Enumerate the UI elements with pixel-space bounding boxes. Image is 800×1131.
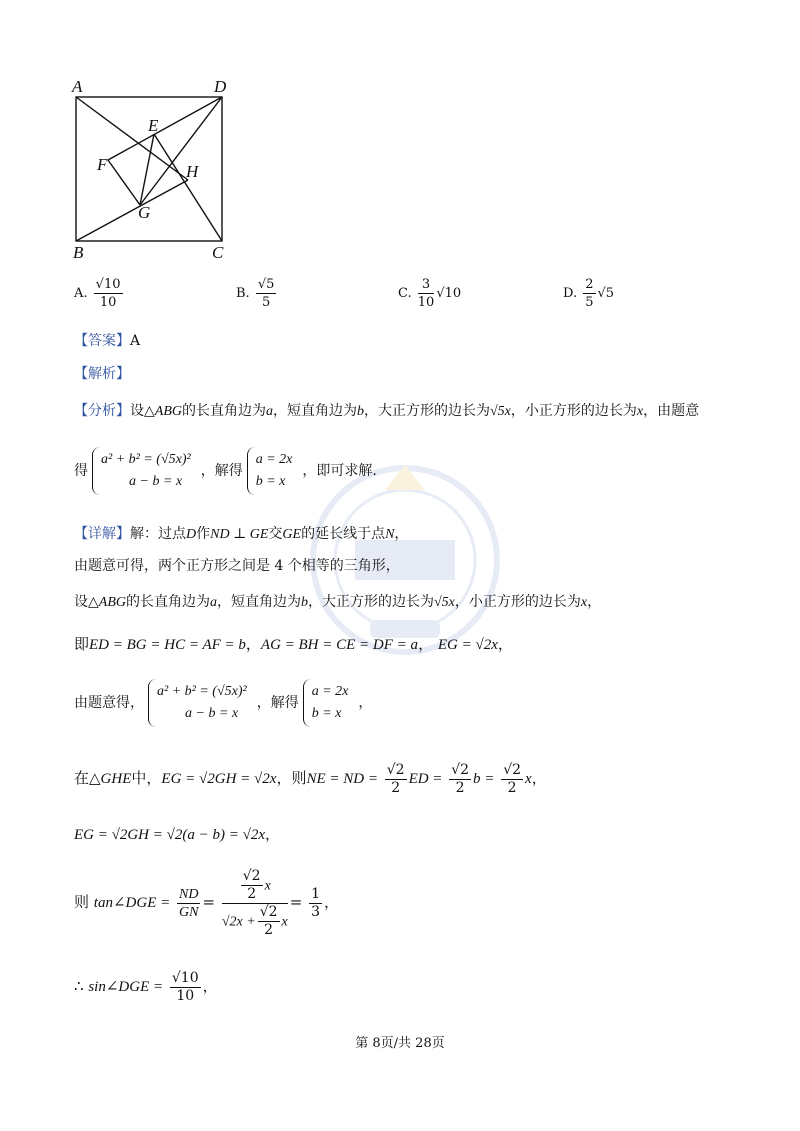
option-d-fraction: $\frac{2}{5}$ [585, 277, 594, 310]
detail-line-9: ∴ sin∠DGE = $\frac{√10}{10}$ ， [74, 969, 218, 1004]
detail-solution: a = 2x b = x [303, 679, 355, 727]
label-c: C [212, 243, 224, 262]
line-c-e [154, 134, 222, 241]
line-e-g [140, 134, 154, 205]
detail-line-5: 由题意得， a² + b² = (√5x)² a − b = x ，解得 a = 2x b = x ， [74, 676, 372, 730]
detail-line-3: 设△ABG的长直角边为a，短直角边为b，大正方形的边长为√5x，小正方形的边长为x， [74, 594, 602, 610]
analysis-line-2: 得 a² + b² = (√5x)² a − b = x ，解得 a = 2x b = x ，即可求解. [74, 446, 377, 496]
geometry-figure [68, 74, 238, 264]
analysis-system: a² + b² = (√5x)² a − b = x [92, 447, 197, 495]
analysis-line-1: 【分析】设△ABG的长直角边为a，短直角边为b，大正方形的边长为√5x，小正方形的边长为x，由题意 [74, 403, 700, 419]
analysis-solution: a = 2x b = x [247, 447, 299, 495]
ed-fraction: $\frac{√2}{2}$ [451, 761, 470, 796]
page-footer: 第 8页/共 28页 [355, 1036, 445, 1051]
option-d: D. $\frac{2}{5}$ √5 [563, 277, 615, 310]
detail-line-2: 由题意可得，两个正方形之间是 4 个相等的三角形， [74, 558, 400, 574]
option-c: C. $\frac{3}{10}$ √10 [398, 277, 462, 310]
option-b: B. $\frac{√5}{5}$ [236, 277, 275, 310]
line-f-g [108, 160, 140, 205]
jiexi-heading: 【解析】 [74, 366, 130, 382]
detail-line-4: 即ED = BG = HC = AF = b，AG = BH = CE = DF = a， EG = √2x， [74, 635, 513, 653]
detail-line-1: 【详解】解：过点D作ND ⊥ GE交GE的延长线于点N， [74, 526, 409, 542]
answer-line: 【答案】A [74, 333, 141, 349]
b-fraction: $\frac{√2}{2}$ [503, 761, 522, 796]
detail-line-6: 在△GHE中，EG = √2GH = √2x，则NE = ND = $\frac{√2}{2}$ ED = $\frac{√2}{2}$ b = $\frac{√2}{2}$ x， [74, 761, 547, 796]
line-b-h [76, 180, 188, 241]
label-b: B [73, 243, 84, 262]
label-d: D [214, 77, 227, 96]
one-third-fraction: $\frac{1}{3}$ [311, 885, 321, 920]
option-a: A. $\frac{√10}{10}$ [74, 277, 121, 310]
detail-line-8: 则 tan∠DGE = $\frac{ND}{GN}$ = $\frac{√2}{2}$ x √2x + $\frac{√2}{2}$ x = $\frac{1}{3}$ ， [74, 867, 340, 938]
detail-system: a² + b² = (√5x)² a − b = x [148, 679, 253, 727]
label-h: H [186, 162, 199, 181]
ne-fraction: $\frac{√2}{2}$ [386, 761, 405, 796]
line-a-h [76, 97, 188, 180]
label-a: A [72, 77, 83, 96]
option-b-fraction: $\frac{√5}{5}$ [257, 277, 275, 310]
tan-complex-fraction: $\frac{√2}{2}$ x √2x + $\frac{√2}{2}$ x [221, 867, 288, 938]
line-d-g [140, 97, 222, 205]
label-g: G [138, 203, 151, 222]
option-a-fraction: $\frac{√10}{10}$ [95, 277, 121, 310]
detail-line-7: EG = √2GH = √2(a − b) = √2x， [74, 825, 281, 843]
sin-fraction: $\frac{√10}{10}$ [171, 969, 199, 1004]
label-f: F [97, 155, 108, 174]
option-c-fraction: $\frac{3}{10}$ [417, 277, 435, 310]
nd-gn-fraction: $\frac{ND}{GN}$ [179, 886, 199, 920]
label-e: E [148, 116, 159, 135]
